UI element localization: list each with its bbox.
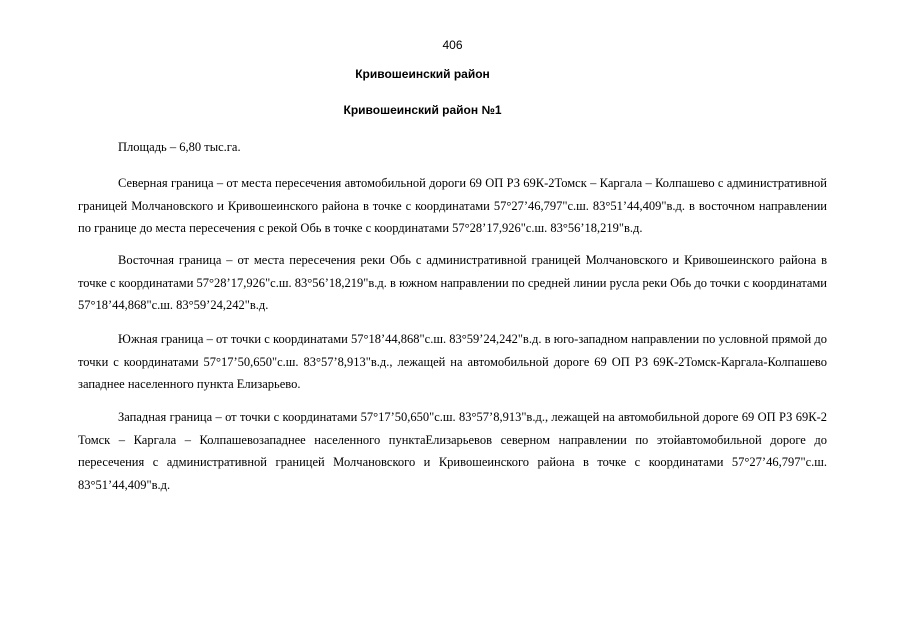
subdistrict-title: Кривошеинский район №1 [343,103,502,117]
district-title: Кривошеинский район [355,67,490,81]
page-number: 406 [442,38,463,52]
south-border-paragraph: Южная граница – от точки с координатами 57°18’44,868"с.ш. 83°59’24,242"в.д. в юго-западном направлении по условной прямой до точки с координатами 57°17’50,650"с.ш. 83°57’8,913"в.д., лежащей на автомобильной дороге 69 ОП РЗ 69К-2Томск-Каргала-Колпашево западнее населенного пункта Елизарьево. [78,332,827,391]
north-border-paragraph: Северная граница – от места пересечения автомобильной дороги 69 ОП РЗ 69К-2Томск – Каргала – Колпашево с административной границей Молчановского и Кривошеинского района в точке с координатами 57°27’46,797"с.ш. 83°51’44,409"в.д. в восточном направлении по границе до места пересечения с рекой Обь в точке с координатами 57°28’17,926"с.ш. 83°56’18,219"в.д. [78,176,827,235]
east-border-paragraph: Восточная граница – от места пересечения реки Обь с административной границей Молчановского и Кривошеинского района в точке с координатами 57°28’17,926"с.ш. 83°56’18,219"в.д. в южном направлении по средней линии русла реки Обь до точки с координатами 57°18’44,868"с.ш. 83°59’24,242"в.д. [78,253,827,312]
area-paragraph: Площадь – 6,80 тыс.га. [118,140,241,154]
west-border-paragraph: Западная граница – от точки с координатами 57°17’50,650"с.ш. 83°57’8,913"в.д., лежащей на автомобильной дороге 69 ОП РЗ 69К-2 Томск – Каргала – Колпашевозападнее населенного пунктаЕлизарьевов северном направлении по этойавтомобильной дороге до пересечения с административной границей Молчановского и Кривошеинского района в точке с координатами 57°27’46,797"с.ш. 83°51’44,409"в.д. [78,410,827,492]
